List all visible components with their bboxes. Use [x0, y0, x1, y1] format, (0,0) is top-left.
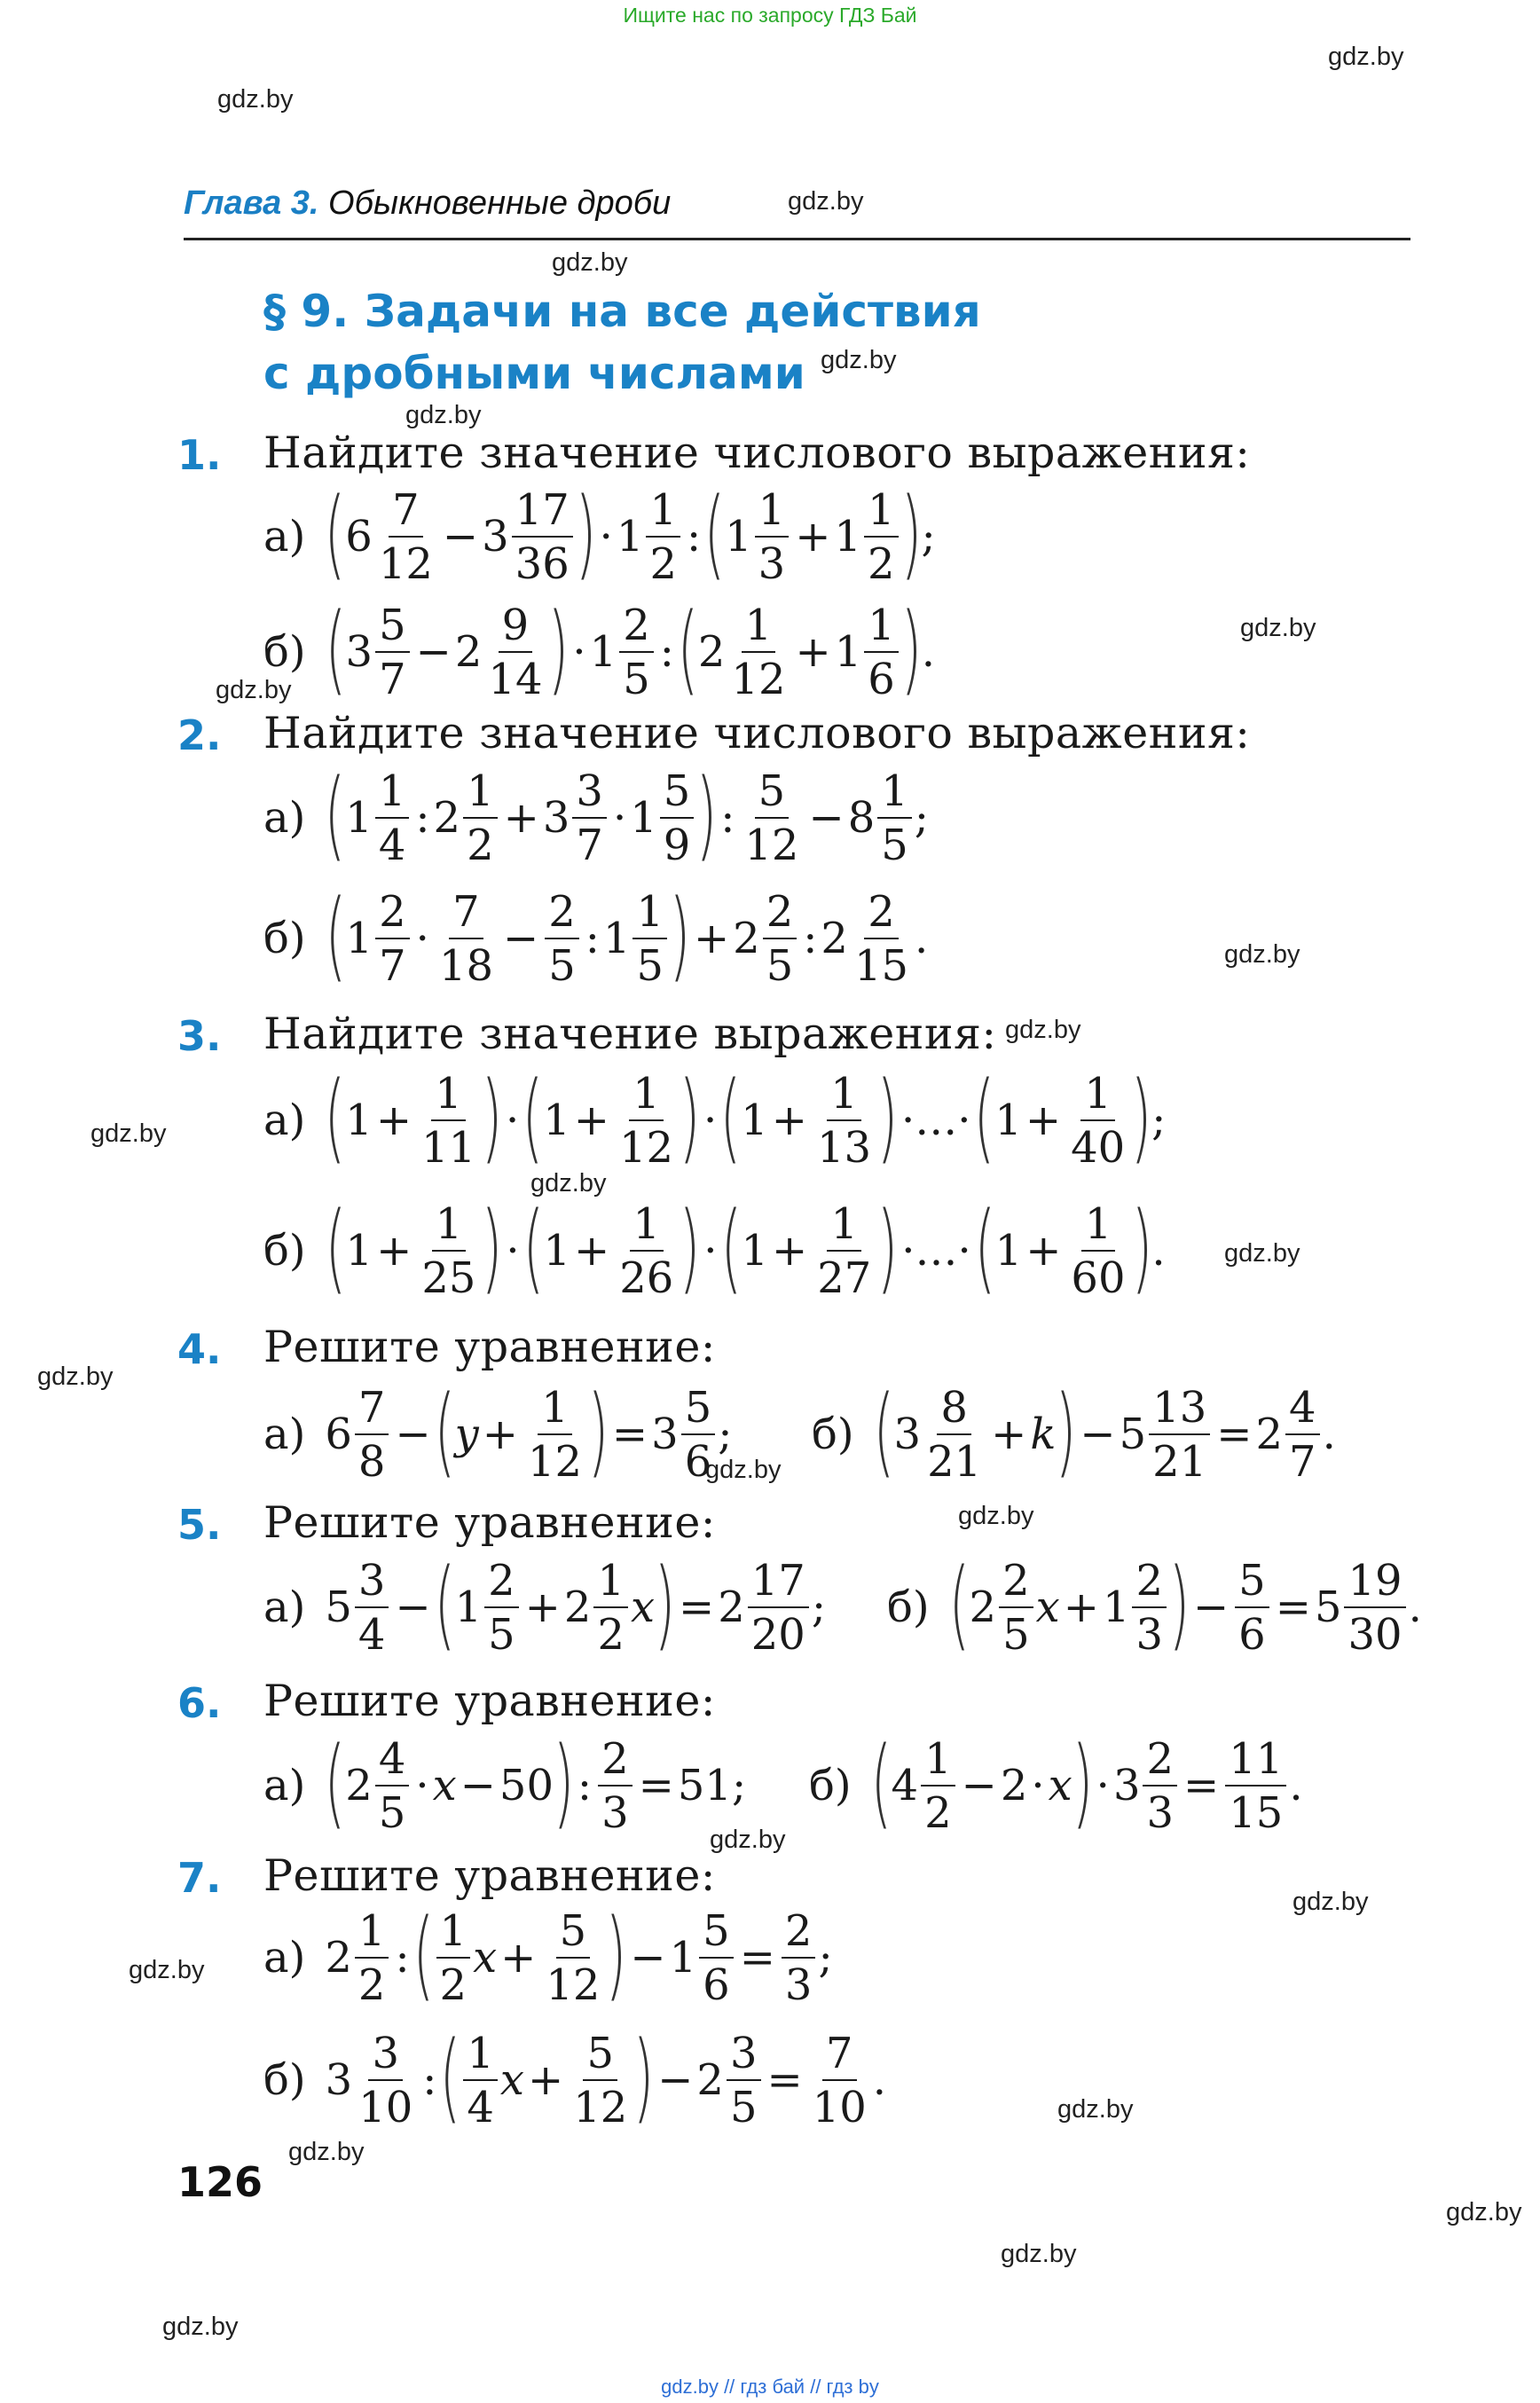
item-label: б): [812, 1410, 854, 1459]
task-text: Решите уравнение:: [263, 1676, 716, 1726]
item-label: б): [263, 914, 306, 963]
expression-4b: б) ( 3 $\frac{8}{21}$ + k ) − 5 $\frac{13}{21}$ = 2 $\frac{4}{7}$ .: [812, 1374, 1336, 1488]
task-number: 1.: [177, 431, 222, 479]
watermark: gdz.by: [1224, 1239, 1300, 1268]
header-rule: [184, 238, 1410, 240]
watermark: gdz.by: [1240, 614, 1316, 642]
task-number: 4.: [177, 1325, 222, 1373]
watermark: gdz.by: [1057, 2095, 1134, 2124]
task-number: 6.: [177, 1679, 222, 1727]
watermark: gdz.by: [1328, 43, 1404, 71]
watermark: gdz.by: [162, 2313, 239, 2341]
expression-5b: б) ( 2 $\frac{2}{5}$ x + 1 $\frac{2}{3}$ ) − $\frac{5}{6}$ = 5 $\frac{19}{30}$ .: [887, 1547, 1422, 1661]
watermark: gdz.by: [1224, 940, 1300, 969]
top-banner: Ищите нас по запросу ГДЗ Бай: [623, 4, 917, 27]
expression-2b: б) ( 1 $\frac{2}{7}$ · $\frac{7}{18}$ − $\frac{2}{5}$ : 1 $\frac{1}{5}$ ) + 2 $\frac{2}{5}$ : 2 $\frac{2}{15}$ .: [263, 878, 929, 992]
task-number: 7.: [177, 1854, 222, 1902]
expression-3b: б) ( 1 + $\frac{1}{25}$ ) · ( 1 + $\frac{1}{26}$ ) · ( 1 + $\frac{1}{27}$ ) ·…· ( 1 + $\frac{1}{60}$ ) .: [263, 1190, 1166, 1304]
task-text: Решите уравнение:: [263, 1850, 716, 1901]
item-label: а): [263, 512, 306, 561]
task-text: Решите уравнение:: [263, 1497, 716, 1548]
task-number: 5.: [177, 1501, 222, 1549]
expression-7a: а) 2 $\frac{1}{2}$ : ( $\frac{1}{2}$ x + $\frac{5}{12}$ ) − 1 $\frac{5}{6}$ = $\frac{2}{3}$ ;: [263, 1897, 833, 2011]
task-number: 2.: [177, 711, 222, 759]
watermark: gdz.by: [1292, 1888, 1369, 1916]
section-title-line2: с дробными числами: [263, 348, 805, 399]
task-text: Найдите значение выражения:: [263, 1009, 997, 1059]
watermark: gdz.by: [821, 346, 897, 374]
expression-1a: а) ( 6 $\frac{7}{12}$ − 3 $\frac{17}{36}$ ) · 1 $\frac{1}{2}$ : ( 1 $\frac{1}{3}$ + 1 $\frac{1}{2}$ ) ;: [263, 476, 936, 590]
chapter-title: Обыкновенные дроби: [328, 185, 672, 222]
watermark: gdz.by: [1001, 2240, 1077, 2268]
watermark: gdz.by: [90, 1119, 167, 1148]
page-number: 126: [177, 2158, 263, 2206]
watermark: gdz.by: [405, 401, 482, 429]
expression-7b: б) 3 $\frac{3}{10}$ : ( $\frac{1}{4}$ x + $\frac{5}{12}$ ) − 2 $\frac{3}{5}$ = $\frac{7}{10}$ .: [263, 2020, 887, 2133]
watermark: gdz.by: [710, 1826, 786, 1854]
expression-1b: б) ( 3 $\frac{5}{7}$ − 2 $\frac{9}{14}$ ) · 1 $\frac{2}{5}$ : ( 2 $\frac{1}{12}$ + 1 $\frac{1}{6}$ ) .: [263, 592, 935, 705]
expression-6b: б) ( 4 $\frac{1}{2}$ − 2 · x ) · 3 $\frac{2}{3}$ = $\frac{11}{15}$ .: [809, 1725, 1303, 1839]
watermark: gdz.by: [1005, 1016, 1081, 1044]
watermark: gdz.by: [217, 85, 294, 114]
item-label: б): [263, 2055, 306, 2105]
task-text: Найдите значение числового выражения:: [263, 708, 1251, 758]
item-label: а): [263, 1933, 306, 1983]
watermark: gdz.by: [552, 248, 628, 277]
task-text: Решите уравнение:: [263, 1322, 716, 1372]
item-label: б): [263, 627, 306, 677]
item-label: а): [263, 793, 306, 843]
item-label: а): [263, 1410, 306, 1459]
watermark: gdz.by: [1446, 2198, 1522, 2226]
watermark: gdz.by: [958, 1502, 1034, 1530]
item-label: б): [809, 1761, 852, 1810]
expression-4a: а) 6 $\frac{7}{8}$ − ( y + $\frac{1}{12}$ ) = 3 $\frac{5}{6}$ ;: [263, 1374, 733, 1488]
watermark: gdz.by: [216, 676, 292, 704]
watermark: gdz.by: [530, 1169, 607, 1198]
watermark: gdz.by: [788, 187, 864, 216]
task-text: Найдите значение числового выражения:: [263, 428, 1251, 478]
expression-3a: а) ( 1 + $\frac{1}{11}$ ) · ( 1 + $\frac{1}{12}$ ) · ( 1 + $\frac{1}{13}$ ) ·…· ( 1 + $\frac{1}{40}$ ) ;: [263, 1060, 1167, 1174]
expression-5a: а) 5 $\frac{3}{4}$ − ( 1 $\frac{2}{5}$ + 2 $\frac{1}{2}$ x ) = 2 $\frac{17}{20}$ ;: [263, 1547, 826, 1661]
expression-6a: а) ( 2 $\frac{4}{5}$ · x − 50 ) : $\frac{2}{3}$ = 51;: [263, 1725, 747, 1839]
item-label: а): [263, 1761, 306, 1810]
item-label: б): [887, 1582, 930, 1632]
section-title-line1: § 9. Задачи на все действия: [263, 286, 981, 337]
chapter-label: Глава 3.: [184, 185, 319, 222]
item-label: а): [263, 1582, 306, 1632]
watermark: gdz.by: [129, 1956, 205, 1984]
item-label: б): [263, 1226, 306, 1276]
watermark: gdz.by: [37, 1362, 114, 1391]
item-label: а): [263, 1095, 306, 1145]
chapter-header: [184, 185, 671, 223]
watermark: gdz.by: [705, 1456, 782, 1484]
footer-links: gdz.by // гдз бай // гдз by: [661, 2376, 879, 2398]
task-number: 3.: [177, 1012, 222, 1060]
expression-2a: а) ( 1 $\frac{1}{4}$ : 2 $\frac{1}{2}$ + 3 $\frac{3}{7}$ · 1 $\frac{5}{9}$ ) : $\frac{5}{12}$ − 8 $\frac{1}{5}$ ;: [263, 758, 929, 871]
watermark: gdz.by: [288, 2138, 365, 2166]
